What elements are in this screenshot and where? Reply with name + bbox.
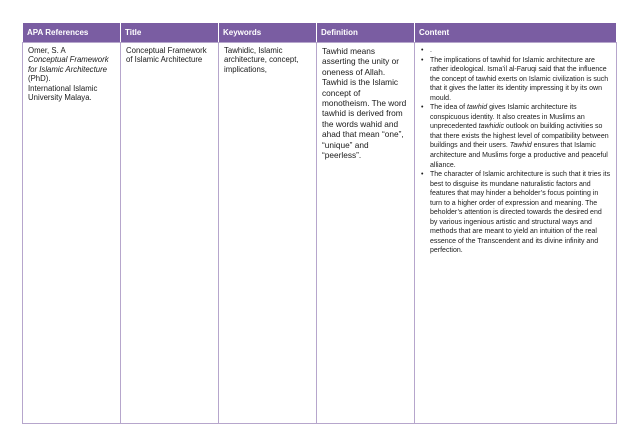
cell-keywords: Tawhidic, Islamic architecture, concept, implications, (219, 43, 317, 424)
cell-content (415, 43, 617, 424)
header-keywords: Keywords (219, 23, 317, 43)
header-title: Title (121, 23, 219, 43)
content-bullet-4: • The character of Islamic architecture is such that it tries its best to disguise its mundane naturalistic factors and features that may hinder a beholder’s focus pointing in turn to a higher order of expression and meaning. The beholder’s attention is directed towards the desired end by various ingenious artistic and structural ways and methods that are meant to yield an intuition of the real essence of the Transcendent and its divine infinity and perfection. (430, 170, 611, 256)
definition-sentence-1: Tawhid means asserting the unity or oneness of Allah. (322, 46, 400, 77)
cell-apa-reference (23, 43, 121, 424)
header-apa-references: APA References (23, 23, 121, 43)
reference-institution: International Islamic University Malaya. (28, 83, 98, 103)
literature-table (22, 22, 617, 424)
content-bullet-2: • The implications of tawhid for Islamic architecture are rather ideological. Isma’il al-Faruqi said that the influence the concept of tawhid exerts on Islamic civilization is such that it gives the latter its identity impressing it by its own mould. (430, 56, 611, 104)
content-bullet-list (420, 46, 611, 256)
reference-author: Omer, S. A (28, 46, 66, 55)
header-definition: Definition (317, 23, 415, 43)
table-row (23, 43, 617, 424)
header-content: Content (415, 23, 617, 43)
content-bullet-3: • The idea of tawhid gives Islamic architecture its conspicuous identity. It also creates in Muslims an unprecedented tawhidic outlook on building activities so that there exists the highest level of compatibility between buildings and their users. Tawhid ensures that Islamic architecture and Muslims forge a productive and peaceful alliance. (430, 103, 611, 170)
cell-definition (317, 43, 415, 424)
cell-title: Conceptual Framework of Islamic Architecture (121, 43, 219, 424)
reference-work-title: Conceptual Framework for Islamic Architecture (28, 55, 109, 74)
definition-sentence-2: Tawhid is the Islamic concept of monotheism. The word tawhid is derived from the words wahid and ahad that mean “one”, “unique” and “peerless”. (322, 77, 407, 161)
reference-degree: (PhD). (28, 74, 51, 84)
content-bullet-1: • . (430, 46, 611, 56)
header-row (23, 23, 617, 43)
